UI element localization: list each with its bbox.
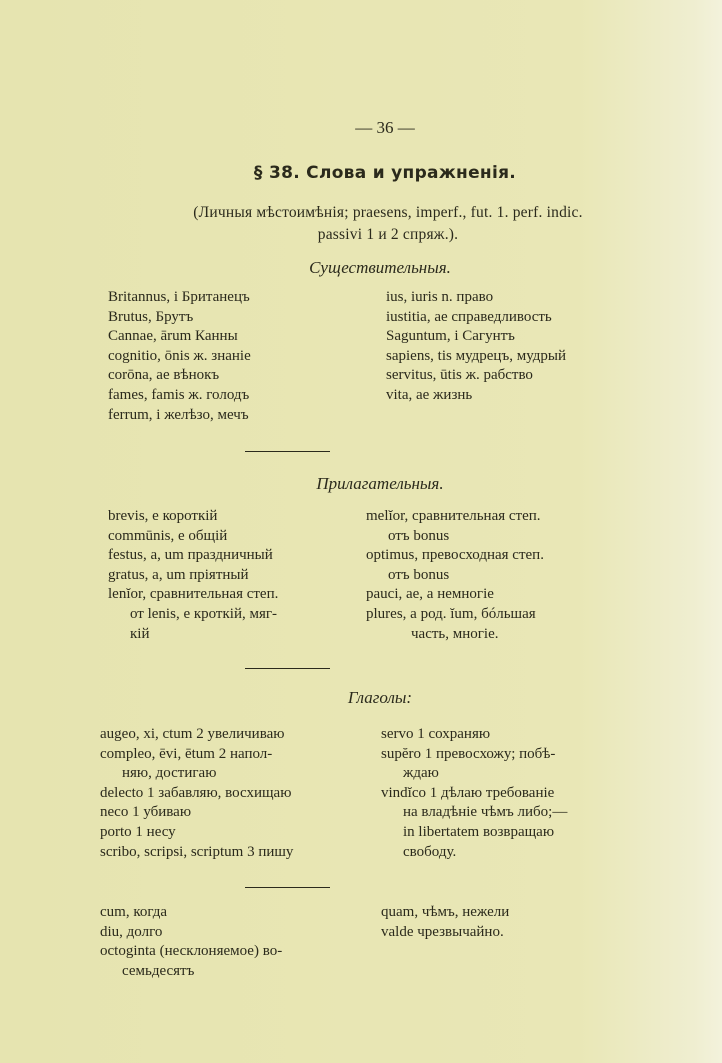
- vocab-entry: cum, когда: [100, 904, 168, 920]
- adjectives-heading: Прилагательныя.: [316, 474, 444, 493]
- vocab-entry: gratus, a, um пріятный: [108, 566, 249, 583]
- vocab-entry: Cannae, ārum Канны: [108, 328, 238, 345]
- nouns-heading: Существительныя.: [309, 258, 451, 277]
- adjectives-left-column: [108, 507, 278, 644]
- section-subtitle: [108, 202, 668, 246]
- vocab-entry: diu, долго: [100, 923, 163, 940]
- vocab-entry: свободу.: [403, 843, 457, 860]
- vocab-entry: brevis, e короткій: [108, 508, 218, 524]
- divider: [245, 451, 330, 452]
- vocab-entry: plures, a род. ĭum, бóльшая: [366, 605, 536, 622]
- vocab-entry: sapiens, tis мудрецъ, мудрый: [386, 347, 566, 364]
- vocab-entry: commūnis, e общій: [108, 527, 228, 544]
- vocab-entry: ius, iuris n. право: [386, 289, 494, 305]
- vocab-entry: optimus, превосходная степ.: [366, 547, 544, 564]
- vocab-entry: отъ bonus: [388, 566, 450, 583]
- vocab-entry: cognitio, ōnis ж. знаніе: [108, 347, 251, 364]
- vocab-entry: семьдесятъ: [122, 962, 195, 979]
- vocab-entry: ждаю: [403, 765, 439, 782]
- vocab-entry: vita, ae жизнь: [386, 386, 473, 403]
- vocab-entry: ferrum, i желѣзо, мечъ: [108, 406, 249, 423]
- vocab-entry: porto 1 несу: [100, 823, 176, 840]
- vocab-entry: отъ bonus: [388, 527, 450, 544]
- verbs-left-column: [100, 725, 293, 862]
- vocab-entry: melĭor, сравнительная степ.: [366, 508, 541, 524]
- other-left-column: [100, 903, 282, 981]
- vocab-entry: augeo, xi, ctum 2 увеличиваю: [100, 726, 285, 742]
- vocab-entry: Saguntum, i Сагунтъ: [386, 328, 515, 345]
- vocab-entry: на владѣніе чѣмъ либо;—: [403, 804, 568, 821]
- vocab-entry: scribo, scripsi, scriptum 3 пишу: [100, 843, 294, 860]
- vocab-entry: compleo, ēvi, ētum 2 напол-: [100, 745, 273, 762]
- vocab-entry: quam, чѣмъ, нежели: [381, 904, 510, 920]
- nouns-left-column: [108, 288, 251, 425]
- verbs-heading: Глаголы:: [347, 688, 413, 707]
- vocab-entry: кій: [130, 625, 150, 642]
- vocab-entry: от lenis, e кроткій, мяг-: [130, 605, 278, 622]
- vocab-entry: iustitia, ae справедливость: [386, 308, 552, 325]
- vocab-entry: Britannus, i Британецъ: [108, 289, 250, 305]
- vocab-entry: octoginta (несклоняемое) во-: [100, 943, 283, 960]
- divider: [245, 668, 330, 669]
- page-number: — 36 —: [355, 118, 415, 137]
- vocab-entry: servo 1 сохраняю: [381, 726, 491, 742]
- vocab-entry: supĕro 1 превосхожу; побѣ-: [381, 745, 556, 762]
- vocab-entry: pauci, ae, a немногіе: [366, 586, 494, 603]
- vocab-entry: in libertatem возвращаю: [403, 823, 555, 840]
- vocab-entry: fames, famis ж. голодъ: [108, 386, 250, 403]
- vocab-entry: Brutus, Брутъ: [108, 308, 194, 325]
- vocab-entry: vindĭco 1 дѣлаю требованіе: [381, 784, 555, 801]
- subtitle-line: passivi 1 и 2 спряж.).: [317, 226, 459, 243]
- section-title: § 38. Слова и упражненія.: [253, 163, 517, 183]
- vocab-entry: няю, достигаю: [122, 765, 217, 782]
- divider: [245, 887, 330, 888]
- vocab-entry: servitus, ūtis ж. рабство: [386, 367, 533, 384]
- vocab-entry: valde чрезвычайно.: [381, 923, 504, 940]
- vocab-entry: festus, a, um праздничный: [108, 547, 273, 564]
- vocab-entry: neco 1 убиваю: [100, 804, 192, 821]
- verbs-right-column: [381, 725, 567, 862]
- vocab-entry: lenĭor, сравнительная степ.: [108, 586, 279, 603]
- vocab-entry: delecto 1 забавляю, восхищаю: [100, 784, 292, 801]
- subtitle-line: (Личныя мѣстоимѣнія; praesens, imperf., fut. 1. perf. indic.: [193, 204, 583, 221]
- adjectives-right-column: [366, 507, 544, 644]
- nouns-right-column: [386, 288, 566, 406]
- other-right-column: [381, 903, 509, 942]
- vocab-entry: часть, многіе.: [411, 625, 499, 642]
- vocab-entry: corōna, ae вѣнокъ: [108, 367, 220, 384]
